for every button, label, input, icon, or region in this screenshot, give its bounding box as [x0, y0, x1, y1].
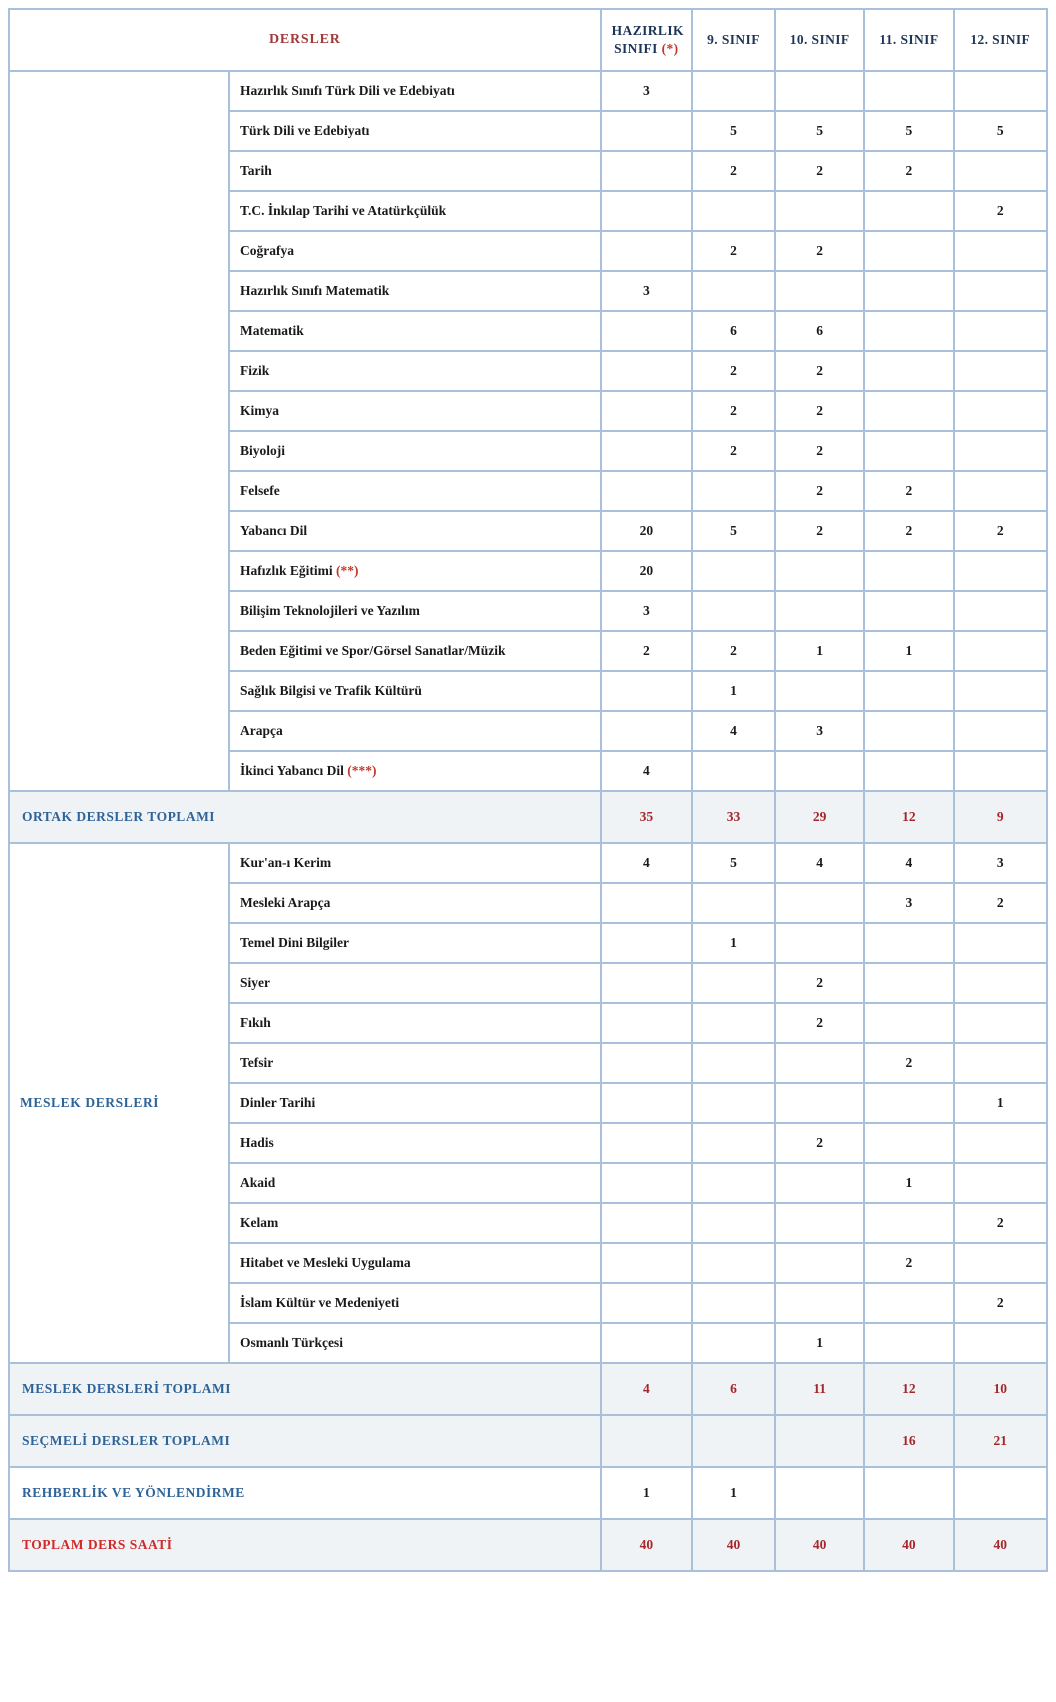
summary-hours-cell: 40	[602, 1520, 693, 1572]
summary-row-seçmeli-dersler-toplami	[10, 1416, 1048, 1468]
course-footnote-marker: (***)	[347, 763, 377, 778]
course-name	[230, 192, 602, 232]
course-name	[230, 632, 602, 672]
course-name	[230, 512, 602, 552]
summary-hours-cell: 11	[776, 1364, 865, 1416]
summary-hours-cell	[865, 1468, 954, 1520]
course-label: Matematik	[240, 323, 304, 338]
table-row	[10, 844, 1048, 884]
header-grade-11: 11. SINIF	[865, 10, 954, 72]
course-label: İslam Kültür ve Medeniyeti	[240, 1295, 400, 1310]
hours-cell	[602, 1324, 693, 1364]
hours-cell	[776, 272, 865, 312]
hours-cell	[865, 352, 954, 392]
course-name	[230, 392, 602, 432]
hours-cell	[865, 432, 954, 472]
summary-hours-cell: 1	[602, 1468, 693, 1520]
summary-label: SEÇMELİ DERSLER TOPLAMI	[10, 1416, 602, 1468]
course-name	[230, 312, 602, 352]
hours-cell	[602, 1204, 693, 1244]
hours-cell	[865, 1004, 954, 1044]
hours-cell: 3	[776, 712, 865, 752]
hours-cell: 2	[776, 1004, 865, 1044]
hours-cell	[602, 312, 693, 352]
course-label: Siyer	[240, 975, 271, 990]
course-name	[230, 232, 602, 272]
summary-hours-cell: 6	[693, 1364, 776, 1416]
hours-cell	[693, 1204, 776, 1244]
group-label-ortak-dersler	[10, 72, 230, 792]
hours-cell: 1	[865, 1164, 954, 1204]
course-name	[230, 352, 602, 392]
hours-cell	[693, 1164, 776, 1204]
course-label: Dinler Tarihi	[240, 1095, 316, 1110]
course-name	[230, 924, 602, 964]
summary-label: TOPLAM DERS SAATİ	[10, 1520, 602, 1572]
hours-cell	[865, 552, 954, 592]
hours-cell: 2	[865, 1244, 954, 1284]
hours-cell	[602, 192, 693, 232]
hours-cell	[955, 272, 1048, 312]
hours-cell	[776, 752, 865, 792]
hours-cell	[602, 1004, 693, 1044]
hours-cell	[865, 672, 954, 712]
summary-label: MESLEK DERSLERİ TOPLAMI	[10, 1364, 602, 1416]
table-row	[10, 72, 1048, 112]
hours-cell	[955, 1124, 1048, 1164]
hours-cell	[693, 964, 776, 1004]
hours-cell	[865, 712, 954, 752]
hours-cell: 2	[776, 964, 865, 1004]
hours-cell: 2	[693, 152, 776, 192]
summary-hours-cell: 21	[955, 1416, 1048, 1468]
hours-cell	[602, 152, 693, 192]
hours-cell: 2	[776, 512, 865, 552]
hours-cell	[602, 884, 693, 924]
header-row	[10, 10, 1048, 72]
hours-cell	[602, 232, 693, 272]
hours-cell	[955, 312, 1048, 352]
course-label: Felsefe	[240, 483, 280, 498]
course-label: Mesleki Arapça	[240, 895, 331, 910]
hours-cell: 2	[776, 232, 865, 272]
hours-cell: 2	[865, 152, 954, 192]
hours-cell	[955, 352, 1048, 392]
course-name	[230, 432, 602, 472]
hours-cell: 2	[865, 472, 954, 512]
hours-cell	[693, 1324, 776, 1364]
header-grade-10: 10. SINIF	[776, 10, 865, 72]
hours-cell: 5	[776, 112, 865, 152]
hours-cell	[693, 1284, 776, 1324]
hours-cell	[955, 924, 1048, 964]
hours-cell	[693, 592, 776, 632]
hours-cell: 3	[865, 884, 954, 924]
hours-cell	[602, 1124, 693, 1164]
hours-cell	[693, 272, 776, 312]
hours-cell	[955, 1324, 1048, 1364]
hours-cell	[693, 1124, 776, 1164]
hours-cell: 3	[602, 272, 693, 312]
course-label: Biyoloji	[240, 443, 286, 458]
hours-cell	[955, 592, 1048, 632]
course-name	[230, 1124, 602, 1164]
hours-cell	[865, 964, 954, 1004]
header-grade-9: 9. SINIF	[693, 10, 776, 72]
hours-cell	[602, 924, 693, 964]
hours-cell: 3	[602, 592, 693, 632]
hours-cell: 2	[693, 352, 776, 392]
header-hazirlik-asterisk: (*)	[661, 41, 679, 56]
hours-cell	[776, 1084, 865, 1124]
course-label: Beden Eğitimi ve Spor/Görsel Sanatlar/Müzik	[240, 643, 506, 658]
course-name	[230, 592, 602, 632]
summary-row-rehberli-k-ve-yönlendi-rme	[10, 1468, 1048, 1520]
course-name	[230, 672, 602, 712]
course-label: Fıkıh	[240, 1015, 271, 1030]
hours-cell	[955, 964, 1048, 1004]
table-header	[10, 10, 1048, 72]
hours-cell	[776, 1244, 865, 1284]
summary-hours-cell: 9	[955, 792, 1048, 844]
summary-hours-cell: 40	[693, 1520, 776, 1572]
course-label: Coğrafya	[240, 243, 295, 258]
hours-cell	[865, 1124, 954, 1164]
hours-cell: 1	[693, 672, 776, 712]
hours-cell	[602, 352, 693, 392]
hours-cell	[693, 1084, 776, 1124]
summary-hours-cell: 16	[865, 1416, 954, 1468]
course-name	[230, 1084, 602, 1124]
hours-cell: 1	[776, 1324, 865, 1364]
course-label: Sağlık Bilgisi ve Trafik Kültürü	[240, 683, 422, 698]
course-label: İkinci Yabancı Dil	[240, 763, 348, 778]
header-grade-12: 12. SINIF	[955, 10, 1048, 72]
hours-cell: 1	[955, 1084, 1048, 1124]
course-label: Arapça	[240, 723, 283, 738]
hours-cell: 2	[602, 632, 693, 672]
hours-cell	[955, 472, 1048, 512]
course-name	[230, 1244, 602, 1284]
hours-cell	[776, 1284, 865, 1324]
hours-cell	[602, 472, 693, 512]
hours-cell	[955, 712, 1048, 752]
hours-cell	[693, 884, 776, 924]
summary-label: ORTAK DERSLER TOPLAMI	[10, 792, 602, 844]
header-hazirlik-line2: SINIFI	[614, 41, 658, 56]
course-label: Fizik	[240, 363, 270, 378]
hours-cell	[955, 752, 1048, 792]
hours-cell	[955, 432, 1048, 472]
hours-cell: 2	[776, 432, 865, 472]
hours-cell: 2	[693, 232, 776, 272]
hours-cell: 4	[602, 752, 693, 792]
hours-cell	[955, 672, 1048, 712]
hours-cell	[693, 1244, 776, 1284]
hours-cell: 2	[693, 392, 776, 432]
hours-cell: 4	[776, 844, 865, 884]
hours-cell	[955, 392, 1048, 432]
hours-cell: 20	[602, 552, 693, 592]
summary-hours-cell	[955, 1468, 1048, 1520]
hours-cell	[955, 1164, 1048, 1204]
hours-cell	[776, 924, 865, 964]
hours-cell: 2	[693, 432, 776, 472]
hours-cell: 2	[776, 352, 865, 392]
hours-cell: 1	[865, 632, 954, 672]
summary-row-toplam-ders-saati-	[10, 1520, 1048, 1572]
course-label: Bilişim Teknolojileri ve Yazılım	[240, 603, 420, 618]
hours-cell: 2	[955, 512, 1048, 552]
hours-cell: 5	[955, 112, 1048, 152]
course-name	[230, 552, 602, 592]
course-name	[230, 1284, 602, 1324]
hours-cell: 20	[602, 512, 693, 552]
course-label: Temel Dini Bilgiler	[240, 935, 350, 950]
course-label: Kimya	[240, 403, 280, 418]
hours-cell: 4	[865, 844, 954, 884]
course-name	[230, 844, 602, 884]
hours-cell	[776, 1164, 865, 1204]
course-name	[230, 964, 602, 1004]
hours-cell	[602, 1084, 693, 1124]
course-name	[230, 712, 602, 752]
hours-cell	[602, 1164, 693, 1204]
hours-cell	[602, 112, 693, 152]
summary-hours-cell	[602, 1416, 693, 1468]
course-name	[230, 152, 602, 192]
course-label: Osmanlı Türkçesi	[240, 1335, 343, 1350]
hours-cell: 2	[693, 632, 776, 672]
summary-hours-cell	[776, 1468, 865, 1520]
hours-cell: 5	[693, 112, 776, 152]
hours-cell: 6	[693, 312, 776, 352]
course-name	[230, 1204, 602, 1244]
hours-cell	[865, 192, 954, 232]
hours-cell	[693, 192, 776, 232]
hours-cell	[955, 632, 1048, 672]
hours-cell	[865, 232, 954, 272]
hours-cell	[602, 392, 693, 432]
table-body	[10, 72, 1048, 1572]
hours-cell: 2	[776, 1124, 865, 1164]
course-label: Tefsir	[240, 1055, 274, 1070]
course-label: Hazırlık Sınıfı Matematik	[240, 283, 390, 298]
hours-cell: 2	[776, 152, 865, 192]
hours-cell	[865, 1324, 954, 1364]
hours-cell	[865, 1204, 954, 1244]
hours-cell	[776, 1044, 865, 1084]
hours-cell: 4	[602, 844, 693, 884]
course-name	[230, 1164, 602, 1204]
summary-hours-cell: 40	[865, 1520, 954, 1572]
hours-cell: 3	[955, 844, 1048, 884]
summary-hours-cell: 4	[602, 1364, 693, 1416]
course-label: Akaid	[240, 1175, 276, 1190]
summary-hours-cell: 40	[955, 1520, 1048, 1572]
hours-cell	[693, 552, 776, 592]
hours-cell	[693, 752, 776, 792]
hours-cell	[865, 312, 954, 352]
hours-cell: 2	[955, 1204, 1048, 1244]
course-name	[230, 112, 602, 152]
summary-hours-cell: 29	[776, 792, 865, 844]
summary-hours-cell: 12	[865, 1364, 954, 1416]
summary-hours-cell: 33	[693, 792, 776, 844]
hours-cell	[955, 1044, 1048, 1084]
hours-cell	[955, 152, 1048, 192]
summary-hours-cell: 1	[693, 1468, 776, 1520]
hours-cell	[776, 192, 865, 232]
hours-cell	[955, 72, 1048, 112]
course-name	[230, 272, 602, 312]
hours-cell	[776, 884, 865, 924]
hours-cell: 5	[865, 112, 954, 152]
hours-cell: 2	[865, 512, 954, 552]
hours-cell: 2	[776, 472, 865, 512]
hours-cell	[602, 712, 693, 752]
course-label: Hadis	[240, 1135, 274, 1150]
hours-cell: 1	[776, 632, 865, 672]
course-label: Yabancı Dil	[240, 523, 308, 538]
course-name	[230, 752, 602, 792]
hours-cell	[776, 72, 865, 112]
hours-cell	[693, 472, 776, 512]
summary-hours-cell: 40	[776, 1520, 865, 1572]
hours-cell	[955, 1004, 1048, 1044]
hours-cell	[602, 1244, 693, 1284]
hours-cell	[693, 72, 776, 112]
course-label: Hitabet ve Mesleki Uygulama	[240, 1255, 411, 1270]
group-label-meslek-dersleri: MESLEK DERSLERİ	[10, 844, 230, 1364]
hours-cell: 5	[693, 844, 776, 884]
course-label: Tarih	[240, 163, 272, 178]
summary-hours-cell	[693, 1416, 776, 1468]
hours-cell: 5	[693, 512, 776, 552]
hours-cell	[776, 552, 865, 592]
course-label: Türk Dili ve Edebiyatı	[240, 123, 370, 138]
hours-cell	[602, 964, 693, 1004]
summary-label: REHBERLİK VE YÖNLENDİRME	[10, 1468, 602, 1520]
course-label: Hazırlık Sınıfı Türk Dili ve Edebiyatı	[240, 83, 455, 98]
course-label: Kelam	[240, 1215, 279, 1230]
hours-cell: 3	[602, 72, 693, 112]
hours-cell	[865, 392, 954, 432]
course-name	[230, 1324, 602, 1364]
header-hazirlik-sinifi	[602, 10, 693, 72]
curriculum-table	[8, 8, 1048, 1572]
summary-hours-cell: 12	[865, 792, 954, 844]
hours-cell	[865, 592, 954, 632]
hours-cell: 2	[955, 1284, 1048, 1324]
hours-cell	[693, 1004, 776, 1044]
header-dersler: DERSLER	[10, 10, 602, 72]
hours-cell	[865, 924, 954, 964]
course-label: T.C. İnkılap Tarihi ve Atatürkçülük	[240, 203, 447, 218]
course-name	[230, 884, 602, 924]
course-name	[230, 72, 602, 112]
hours-cell	[602, 432, 693, 472]
summary-row-ortak-dersler-toplami	[10, 792, 1048, 844]
course-name	[230, 472, 602, 512]
hours-cell: 2	[865, 1044, 954, 1084]
summary-hours-cell	[776, 1416, 865, 1468]
hours-cell: 1	[693, 924, 776, 964]
header-hazirlik-line1: HAZIRLIK	[611, 23, 684, 39]
hours-cell: 6	[776, 312, 865, 352]
hours-cell	[693, 1044, 776, 1084]
hours-cell: 2	[955, 192, 1048, 232]
hours-cell: 2	[776, 392, 865, 432]
hours-cell: 4	[693, 712, 776, 752]
hours-cell	[602, 672, 693, 712]
course-name	[230, 1004, 602, 1044]
course-label: Kur'an-ı Kerim	[240, 855, 332, 870]
hours-cell	[865, 272, 954, 312]
hours-cell	[955, 232, 1048, 272]
hours-cell	[602, 1284, 693, 1324]
hours-cell	[955, 552, 1048, 592]
hours-cell	[776, 1204, 865, 1244]
course-name	[230, 1044, 602, 1084]
hours-cell	[865, 752, 954, 792]
hours-cell: 2	[955, 884, 1048, 924]
hours-cell	[865, 1284, 954, 1324]
hours-cell	[776, 592, 865, 632]
course-footnote-marker: (**)	[336, 563, 359, 578]
hours-cell	[602, 1044, 693, 1084]
summary-hours-cell: 10	[955, 1364, 1048, 1416]
hours-cell	[865, 72, 954, 112]
hours-cell	[955, 1244, 1048, 1284]
summary-row-meslek-dersleri-toplami	[10, 1364, 1048, 1416]
hours-cell	[865, 1084, 954, 1124]
course-label: Hafızlık Eğitimi	[240, 563, 337, 578]
summary-hours-cell: 35	[602, 792, 693, 844]
hours-cell	[776, 672, 865, 712]
